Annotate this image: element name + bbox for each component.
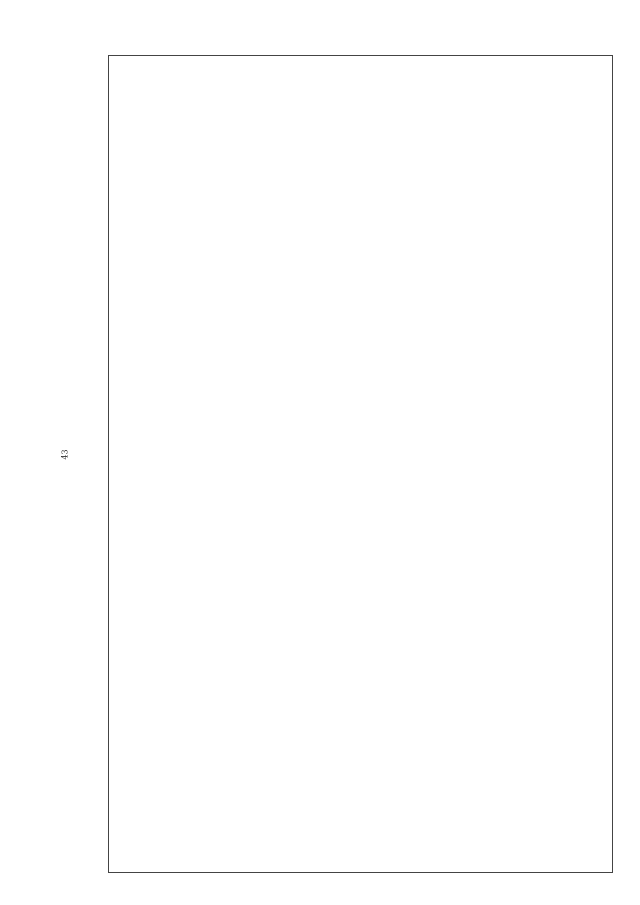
page-number: 43 xyxy=(60,449,70,460)
rotated-table xyxy=(108,55,613,873)
